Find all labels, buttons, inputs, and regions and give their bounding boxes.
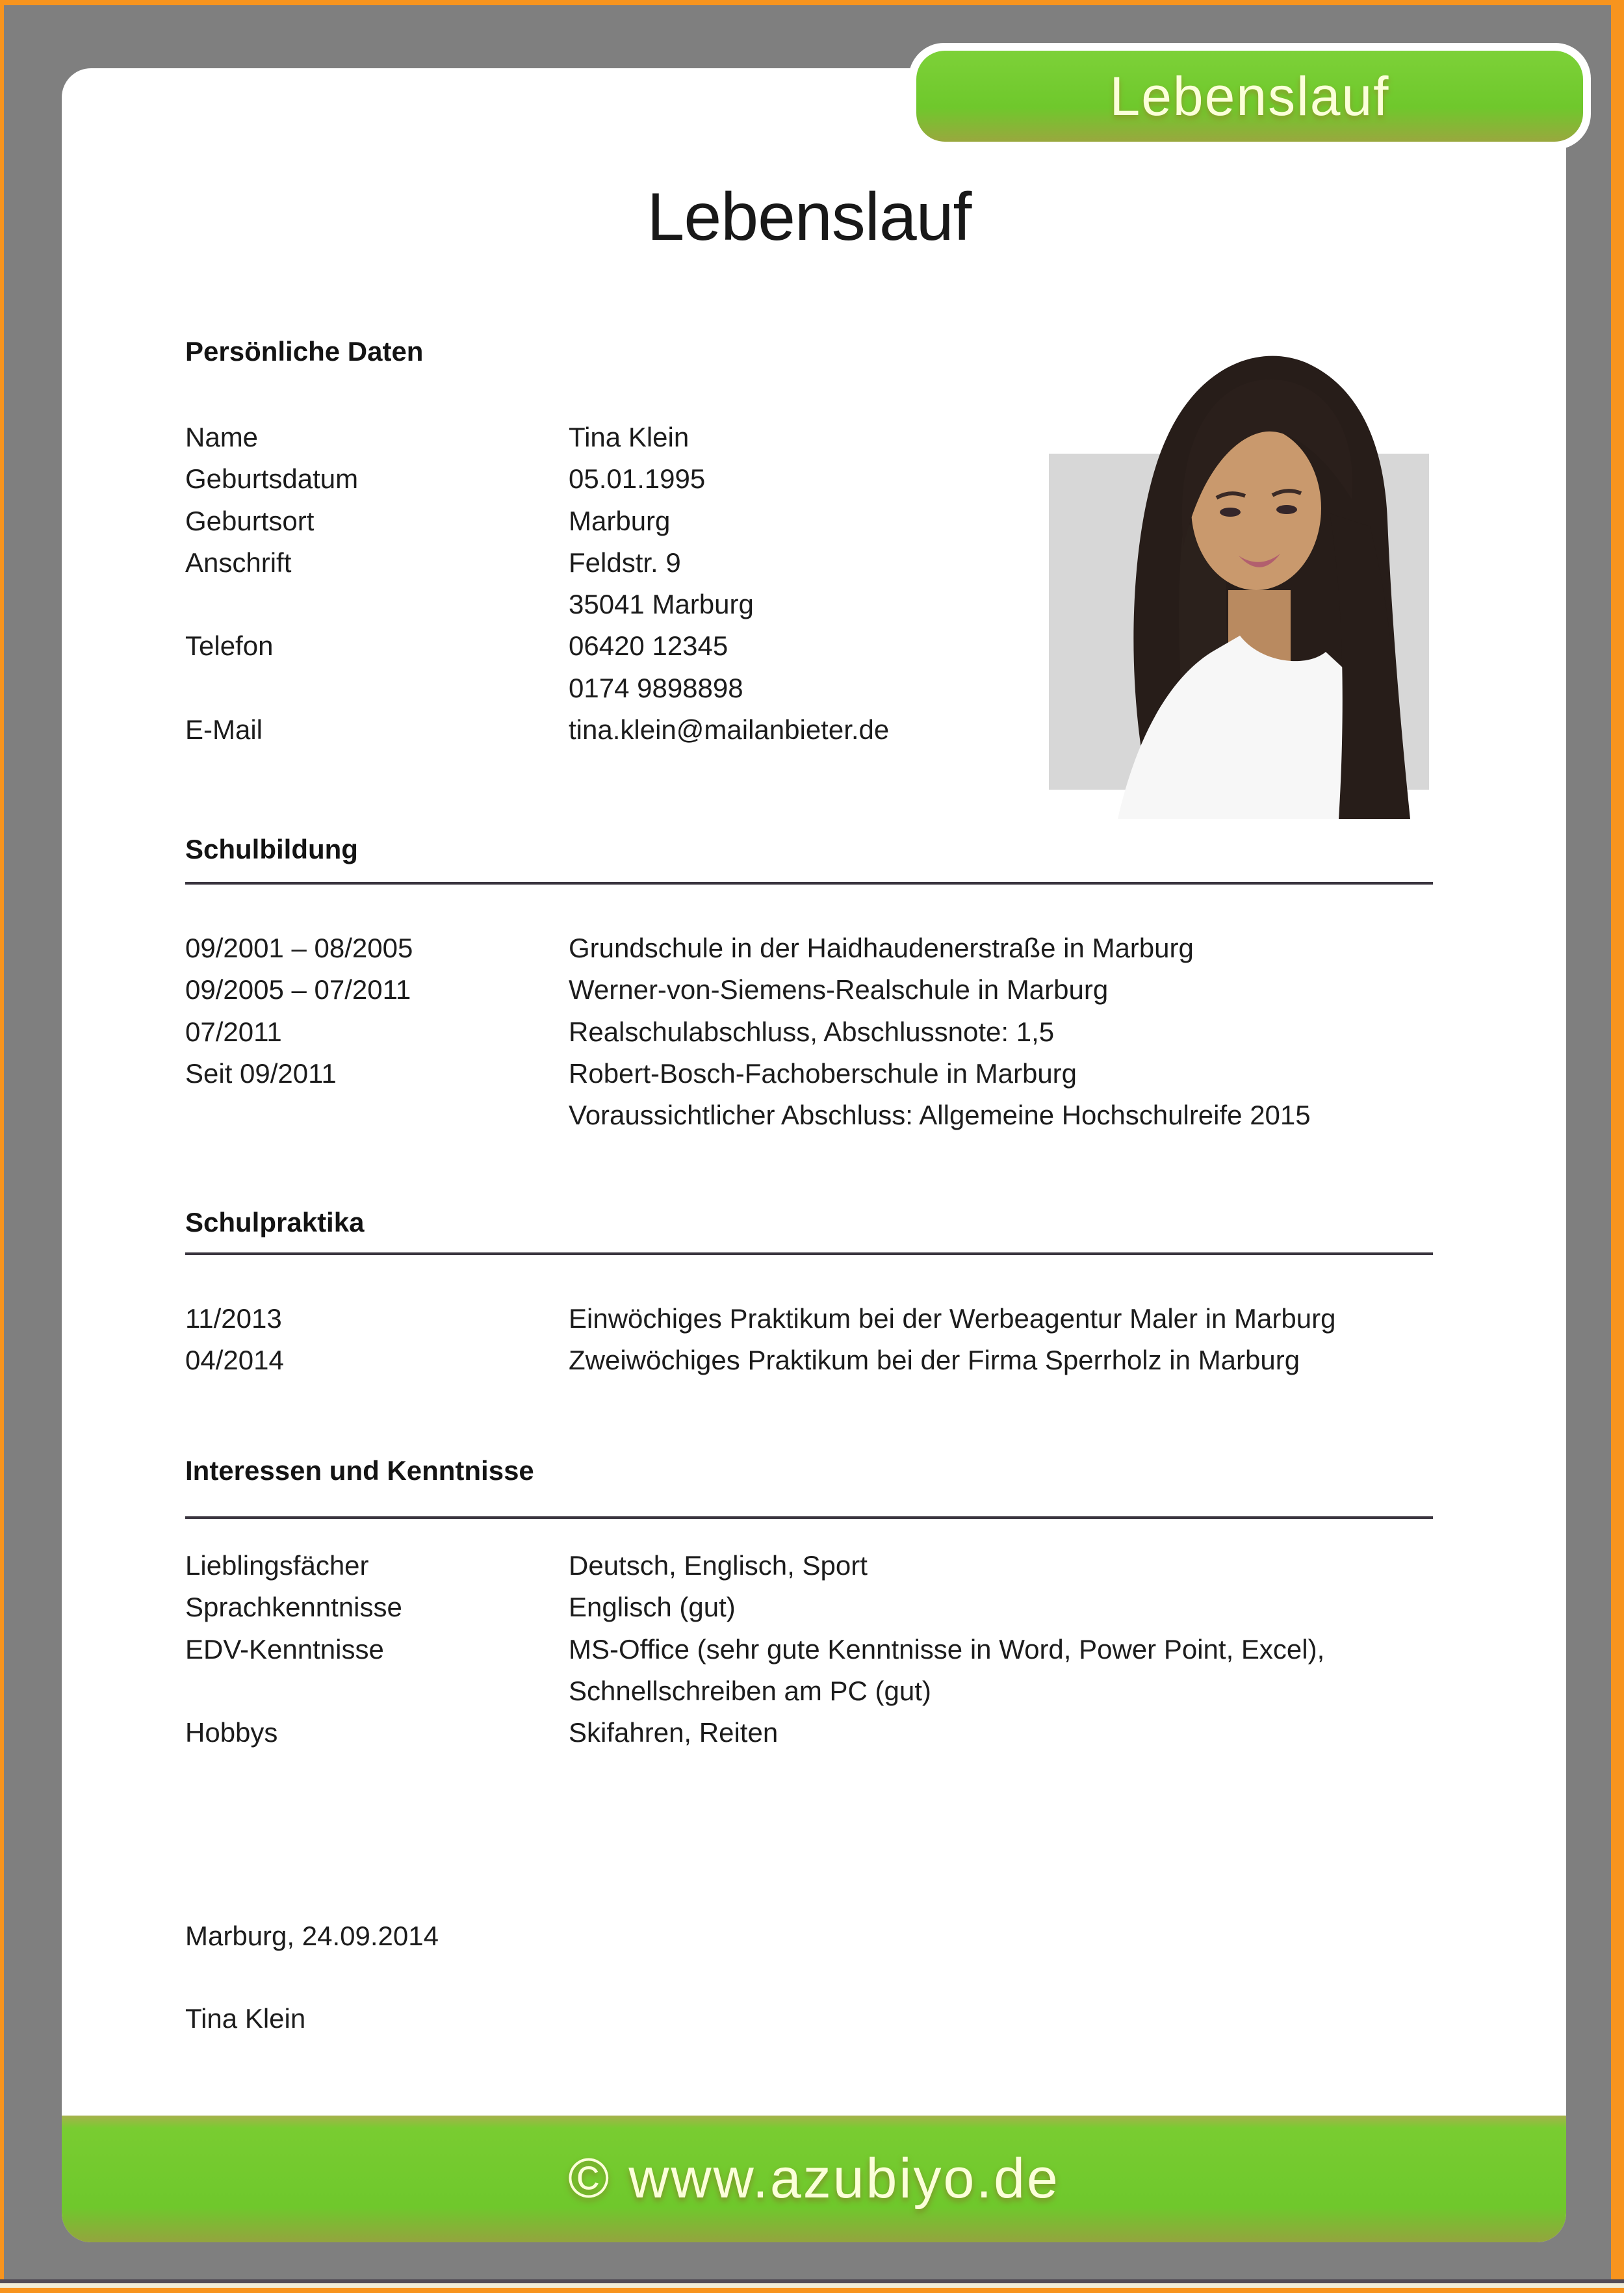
education-grid — [185, 927, 1478, 1136]
field-value: Tina Klein — [569, 422, 690, 452]
frame-border-top — [0, 0, 1624, 5]
badge-label: Lebenslauf — [1109, 65, 1390, 127]
frame-border-left — [0, 0, 4, 2279]
field-label: EDV-Kenntnisse — [185, 1633, 384, 1665]
section-heading-internships: Schulpraktika — [185, 1207, 365, 1237]
field-label — [185, 1670, 569, 1712]
field-value: tina.klein@mailanbieter.de — [569, 714, 890, 745]
field-label: Geburtsdatum — [185, 463, 359, 495]
field-label: Sprachkenntnisse — [185, 1592, 402, 1623]
field-value: Zweiwöchiges Praktikum bei der Firma Sperrholz in Marburg — [569, 1345, 1300, 1376]
field-value: Einwöchiges Praktikum bei der Werbeagentur Maler in Marburg — [569, 1303, 1336, 1334]
footer-bar — [62, 2116, 1566, 2242]
footer-watermark: © www.azubiyo.de — [568, 2147, 1060, 2210]
field-label: E-Mail — [185, 714, 263, 745]
field-value: Werner-von-Siemens-Realschule in Marburg — [569, 974, 1109, 1005]
section-heading-education: Schulbildung — [185, 834, 358, 864]
personal-data-grid — [185, 417, 1478, 751]
field-value: Realschulabschluss, Abschlussnote: 1,5 — [569, 1016, 1055, 1047]
field-label: 09/2001 – 08/2005 — [185, 933, 413, 963]
section-rule-education — [185, 882, 1433, 885]
field-label: Name — [185, 422, 259, 452]
section-heading-interests: Interessen und Kenntnisse — [185, 1455, 534, 1486]
frame-bottom-cream-stripe — [0, 2283, 1624, 2288]
field-value: 35041 Marburg — [569, 589, 754, 620]
field-value: Deutsch, Englisch, Sport — [569, 1550, 868, 1581]
field-label — [185, 1095, 569, 1136]
field-label: Geburtsort — [185, 505, 315, 536]
field-label: 09/2005 – 07/2011 — [185, 974, 411, 1005]
field-label — [185, 584, 569, 625]
interests-grid — [185, 1545, 1478, 1754]
frame-border-right — [1611, 0, 1624, 2279]
frame-border-bottom — [0, 2288, 1624, 2293]
field-value: 05.01.1995 — [569, 463, 706, 495]
field-label: 07/2011 — [185, 1016, 282, 1047]
field-value: Englisch (gut) — [569, 1592, 736, 1623]
field-label: Hobbys — [185, 1717, 278, 1748]
internships-grid — [185, 1298, 1478, 1382]
page-title: Lebenslauf — [647, 179, 972, 255]
lebenslauf-badge — [909, 43, 1591, 149]
lebenslauf-badge-fill — [916, 51, 1583, 142]
field-label: Seit 09/2011 — [185, 1057, 337, 1089]
field-value: MS-Office (sehr gute Kenntnisse in Word, Power Point, Excel), — [569, 1633, 1325, 1665]
field-value: Skifahren, Reiten — [569, 1717, 779, 1748]
signature-name: Tina Klein — [185, 2003, 306, 2034]
section-rule-interests — [185, 1516, 1433, 1519]
field-label: 11/2013 — [185, 1303, 282, 1334]
field-value: 0174 9898898 — [569, 672, 743, 703]
field-value: Schnellschreiben am PC (gut) — [569, 1675, 931, 1706]
field-value: Robert-Bosch-Fachoberschule in Marburg — [569, 1057, 1077, 1089]
signature-place-date: Marburg, 24.09.2014 — [185, 1921, 439, 1951]
field-value: Voraussichtlicher Abschluss: Allgemeine Hochschulreife 2015 — [569, 1100, 1311, 1131]
cv-page — [62, 68, 1566, 2242]
section-rule-internships — [185, 1252, 1433, 1255]
field-label: Anschrift — [185, 547, 292, 578]
field-label: Telefon — [185, 630, 274, 662]
field-label: 04/2014 — [185, 1345, 284, 1376]
field-label — [185, 667, 569, 709]
field-value: 06420 12345 — [569, 630, 728, 662]
field-value: Marburg — [569, 505, 671, 536]
field-value: Grundschule in der Haidhaudenerstraße in Marburg — [569, 933, 1194, 963]
field-label: Lieblingsfächer — [185, 1550, 369, 1581]
section-heading-personal: Persönliche Daten — [185, 336, 424, 367]
field-value: Feldstr. 9 — [569, 547, 681, 578]
